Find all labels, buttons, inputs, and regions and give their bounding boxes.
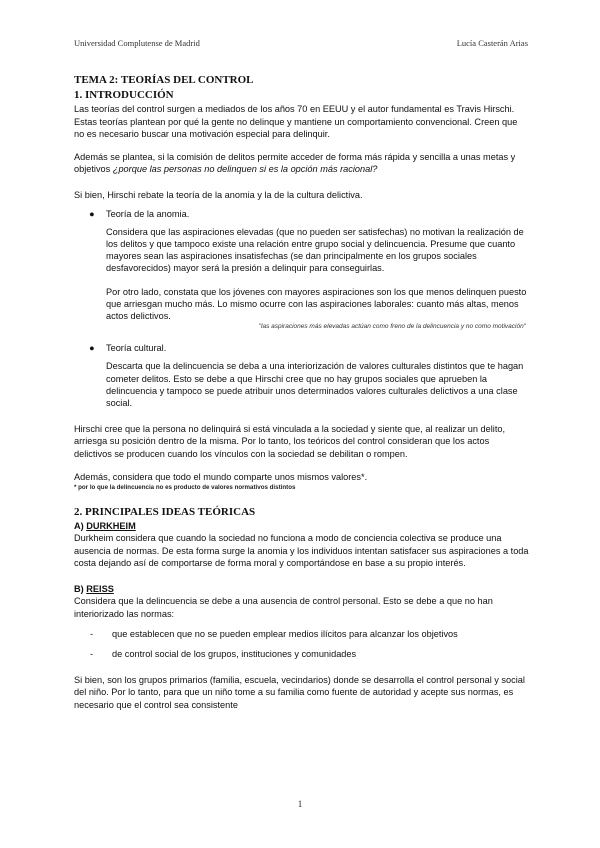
paragraph: Considera que las aspiraciones elevadas (que no pueden ser satisfechas) no motivan la realización de los delitos y que tampoco existe una relación entre grupo social y delincuencia. Presume que cuanto mayores sean las aspiraciones insatisfechas (se dan principalmente en los grupos sociales desfavorecidos) mayor será la presión a delinquir para conseguirlas. (106, 226, 524, 274)
bullet-item-anomia (74, 208, 529, 220)
paragraph: Si bien, son los grupos primarios (familia, escuela, vecindarios) donde se desarrolla el control personal y social del niño. Por lo tanto, para que un niño tome a su familia como fuente de autoridad y acepte sus normas, es necesario que el control sea consistente (74, 675, 525, 710)
paragraph: Considera que la delincuencia se debe a una ausencia de control personal. Esto se debe a que no han interiorizado las normas: (74, 596, 493, 619)
dash-icon: - (90, 628, 94, 639)
bullet-icon: ● (89, 343, 95, 354)
paragraph: Las teorías del control surgen a mediados de los años 70 en EEUU y el autor fundamental es Travis Hirschi. Estas teorías plantean por qué la gente no delinque y mantiene un comportamiento convencional. Creen que no es necesario buscar una motivación especial para delinquir. (74, 104, 518, 139)
paragraph: Además se plantea, si la comisión de delitos permite acceder de forma más rápida y sencilla a unas metas y objetivos ¿porque las personas no delinquen si es la opción más racional? (74, 152, 516, 175)
document-title: TEMA 2: TEORÍAS DEL CONTROL (74, 74, 254, 86)
paragraph: Si bien, Hirschi rebate la teoría de la anomia y la de la cultura delictiva. (74, 190, 363, 201)
dash-icon: - (90, 648, 94, 659)
quote: "las aspiraciones más elevadas actúan como freno de la delincuencia y no como motivación" (258, 323, 526, 331)
section-heading-introduction: 1. INTRODUCCIÓN (74, 89, 174, 102)
paragraph: Descarta que la delincuencia se deba a una interiorización de valores culturales distintos que te hagan cometer delitos. Esto se debe a que Hirschi cree que no hay grupos sociales que aprueben la delincuencia y tampoco se puede atribuir unos determinados valores culturales delictivos a una clase social. (106, 361, 524, 409)
paragraph: Por otro lado, constata que los jóvenes con mayores aspiraciones son los que menos delinquen puesto que arriesgan mucho más. Lo mismo ocurre con las aspiraciones laborales: cuanto más altas, menos actos delictivos. (106, 286, 527, 322)
list-item: - de control social de los grupos, instituciones y comunidades (90, 648, 357, 659)
list-item: - que establecen que no se pueden emplear medios ilícitos para alcanzar los objetivos (90, 628, 458, 639)
bullet-title: Teoría de la anomia. (106, 208, 190, 219)
paragraph: Además, considera que todo el mundo comparte unos mismos valores*. (74, 471, 368, 482)
subsection-heading-reiss: B) REISS (74, 584, 114, 595)
bullet-icon: ● (89, 208, 95, 219)
header-author: Lucía Casterán Arias (456, 38, 528, 48)
bullet-title: Teoría cultural. (106, 343, 167, 354)
page-number: 1 (297, 799, 303, 809)
bullet-item-cultural (74, 342, 529, 354)
footnote: * por lo que la delincuencia no es producto de valores normativos distintos (74, 484, 296, 492)
section-heading-ideas: 2. PRINCIPALES IDEAS TEÓRICAS (74, 506, 256, 519)
document-body (74, 74, 529, 711)
subsection-heading-durkheim: A) DURKHEIM (74, 521, 136, 532)
paragraph: Hirschi cree que la persona no delinquirá si está vinculada a la sociedad y siente que, al realizar un delito, arriesga su posición dentro de la misma. Por lo tanto, los teóricos del control consideran que los actos delictivos se producen cuando los vínculos con la sociedad se debilitan o rompen. (74, 424, 506, 459)
italic-question: ¿porque las personas no delinquen si es la opción más racional? (112, 164, 378, 175)
paragraph: Durkheim considera que cuando la sociedad no funciona a modo de conciencia colectiva se produce una ausencia de normas. De esta forma surge la anomia y los individuos intentan satisfacer sus aspiraciones a toda costa dejando así de comportarse de forma moral y comportándose en base a su propio interés. (74, 533, 529, 568)
header-university: Universidad Complutense de Madrid (74, 38, 200, 48)
